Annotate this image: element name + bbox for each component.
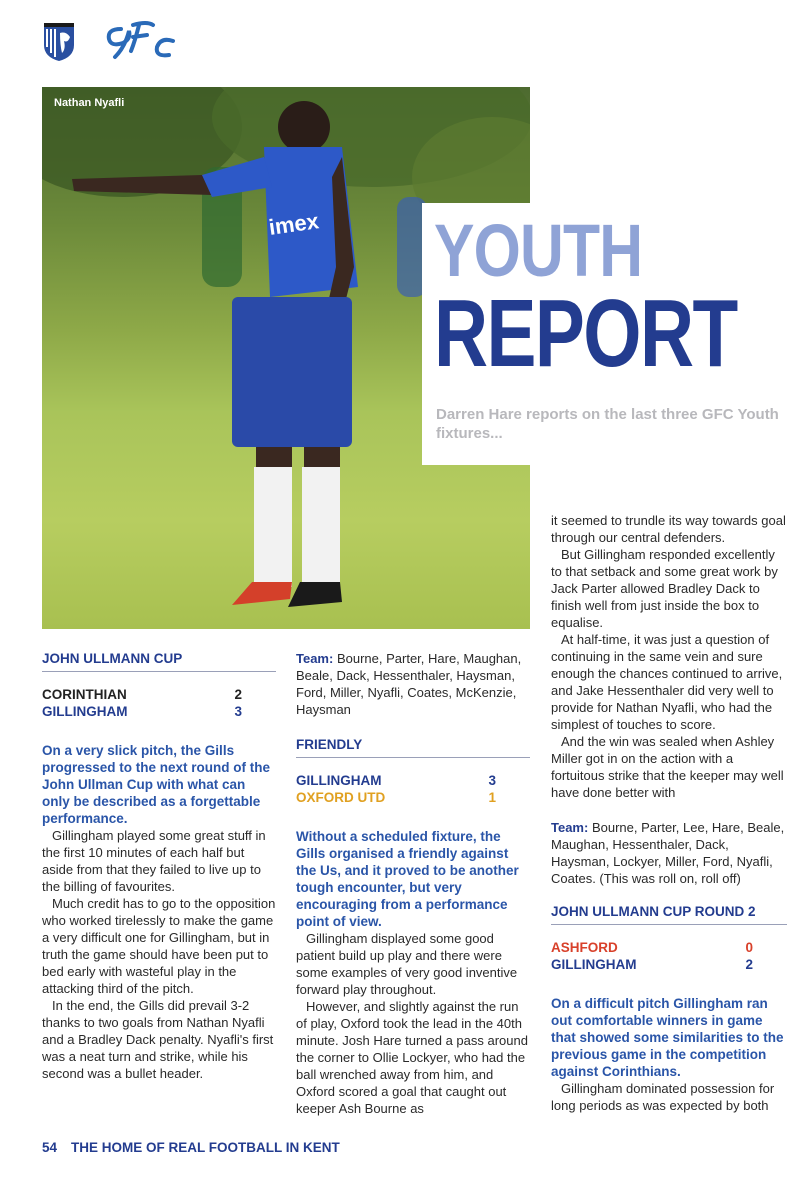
body-paragraph: Much credit has to go to the opposition who worked tirelessly to make the game a very difficult one for Gillingham, but in truth the game should have been put to bed early with wasteful play in the attacking third of the pitch. <box>42 896 276 996</box>
team-label: Team: <box>296 651 334 666</box>
article-subtitle: Darren Hare reports on the last three GFC Youth fixtures... <box>436 406 779 442</box>
team-name: GILLINGHAM <box>42 704 128 719</box>
footer-tagline: THE HOME OF REAL FOOTBALL IN KENT <box>71 1140 340 1155</box>
team-goals: 3 <box>488 773 496 788</box>
body-paragraph: However, and slightly against the run of play, Oxford took the lead in the 40th minute. Josh Hare turned a pass around the corner to Ollie Lockyer, who had the ball wrenched away from him, and Oxford scored a goal that caught out keeper Ash Bourne as <box>296 999 528 1116</box>
team-name: ASHFORD <box>551 940 618 955</box>
score-row <box>551 956 787 973</box>
team-goals: 1 <box>488 790 496 805</box>
team-name: GILLINGHAM <box>551 957 637 972</box>
photo-caption: Nathan Nyafli <box>54 97 125 109</box>
column-3 <box>551 512 787 1114</box>
team-goals: 0 <box>745 940 753 955</box>
heading-john-ullmann-cup: JOHN ULLMANN CUP <box>42 650 276 672</box>
team-line <box>551 819 787 887</box>
svg-text:imex: imex <box>267 208 321 240</box>
team-goals: 2 <box>745 957 753 972</box>
body-paragraph: And the win was sealed when Ashley Miller got in on the action with a fortuitous strike that the keeper may well have done better with <box>551 734 784 800</box>
team-list: Bourne, Parter, Lee, Hare, Beale, Maughan, Hessenthaler, Dack, Haysman, Lockyer, Miller, Ford, Nyafli, Coates. (This was roll on, roll off) <box>551 820 785 886</box>
body-paragraph: Gillingham displayed some good patient build up play and there were some examples of very good inventive forward play throughout. <box>296 931 518 997</box>
body-paragraph: In the end, the Gills did prevail 3-2 thanks to two goals from Nathan Nyafli and a Bradley Dack penalty. Nyafli's first was a neat turn and strike, while his second was a bullet header. <box>42 998 274 1081</box>
heading-john-ullmann-cup-round-2: JOHN ULLMANN CUP ROUND 2 <box>551 903 787 925</box>
score-row <box>42 703 276 720</box>
title-youth: YOUTH <box>434 209 643 292</box>
score-row <box>296 772 530 789</box>
body-paragraph: But Gillingham responded excellently to that setback and some great work by Jack Parter allowed Bradley Dack to finish well from just inside the box to equalise. <box>551 547 778 630</box>
column-2 <box>296 650 530 1117</box>
score-row <box>551 939 787 956</box>
title-report: REPORT <box>434 280 737 387</box>
team-goals: 2 <box>234 687 242 702</box>
team-name: GILLINGHAM <box>296 773 382 788</box>
team-label: Team: <box>551 820 589 835</box>
page-number: 54 <box>42 1140 58 1155</box>
column-1 <box>42 650 276 1082</box>
score-row <box>42 686 276 703</box>
body-paragraph: At half-time, it was just a question of continuing in the same vein and sure enough the chances continued to arrive, and Jake Hessenthaler did very well to provide for Nathan Nyafli, who had the simplest of touches to score. <box>551 632 783 732</box>
team-line <box>296 650 530 718</box>
lead-paragraph: On a difficult pitch Gillingham ran out comfortable winners in game that showed some similarities to the previous game in the competition against Corinthians. <box>551 996 784 1079</box>
club-crest-logo <box>42 17 76 61</box>
team-goals: 3 <box>234 704 242 719</box>
body-paragraph: Gillingham played some great stuff in the first 10 minutes of each half but aside from that they failed to live up to the billing of favourites. <box>42 828 266 894</box>
lead-paragraph: On a very slick pitch, the Gills progressed to the next round of the John Ullman Cup with what can only be described as a forgettable performance. <box>42 743 271 826</box>
score-row <box>296 789 530 806</box>
team-list: Bourne, Parter, Hare, Maughan, Beale, Dack, Hessenthaler, Haysman, Ford, Miller, Nyafli, Coates, McKenzie, Haysman <box>296 651 522 717</box>
lead-paragraph: Without a scheduled fixture, the Gills organised a friendly against the Us, and it proved to be another tough encounter, but very encouraging from a performance point of view. <box>296 829 519 929</box>
body-paragraph: Gillingham dominated possession for long periods as was expected by both <box>551 1081 775 1113</box>
team-name: OXFORD UTD <box>296 790 386 805</box>
page-footer <box>42 1140 340 1155</box>
gfc-monogram-logo <box>103 17 177 63</box>
team-name: CORINTHIAN <box>42 687 127 702</box>
body-paragraph: it seemed to trundle its way towards goal through our central defenders. <box>551 513 786 545</box>
heading-friendly: FRIENDLY <box>296 736 530 758</box>
